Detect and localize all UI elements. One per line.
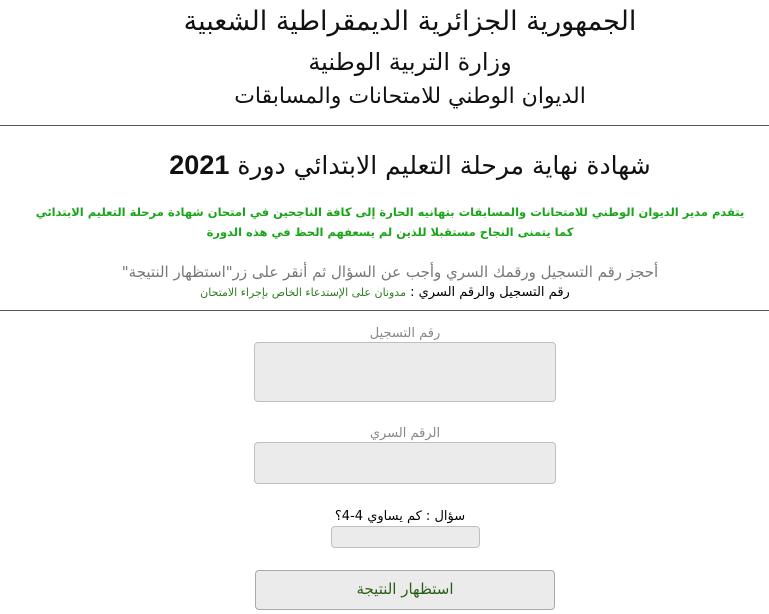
secret-number-label: الرقم السري — [369, 426, 441, 441]
republic-title: الجمهورية الجزائرية الديمقراطية الشعبية — [183, 6, 637, 37]
show-result-button[interactable]: استظهار النتيجة — [255, 570, 555, 610]
ministry-title: وزارة التربية الوطنية — [308, 48, 512, 76]
office-title: الديوان الوطني للامتحانات والمسابقات — [234, 84, 586, 109]
ids-label: رقم التسجيل والرقم السري : — [410, 285, 570, 300]
registration-number-input[interactable] — [254, 342, 556, 402]
registration-label: رقم التسجيل — [369, 326, 441, 341]
answer-input[interactable] — [331, 526, 480, 548]
instructions-text: أحجز رقم التسجيل ورقمك السري وأجب عن السؤال ثم أنقر على زر"استظهار النتيجة" — [121, 263, 659, 281]
congrats-line-2: كما يتمنى النجاح مستقبلا للذين لم يسعفهم الحظ في هذه الدورة — [206, 225, 574, 239]
ids-note: مدونان على الإستدعاء الخاص بإجراء الامتحان — [200, 286, 406, 299]
congrats-line-1: يتقدم مدير الديوان الوطني للامتحانات والمسابقات بتهانيه الحارة إلى كافة الناجحين في امتحان شهادة مرحلة التعليم الابتدائي — [35, 205, 745, 219]
secret-number-input[interactable] — [254, 442, 556, 484]
exam-title — [160, 150, 660, 181]
exam-title-text: شهادة نهاية مرحلة التعليم الابتدائي دورة — [237, 151, 651, 180]
header-divider — [0, 125, 769, 126]
form-divider — [0, 310, 769, 311]
question-label: سؤال : كم يساوي 4-4؟ — [334, 509, 466, 524]
exam-year: 2021 — [169, 150, 230, 180]
ids-info — [140, 285, 630, 300]
